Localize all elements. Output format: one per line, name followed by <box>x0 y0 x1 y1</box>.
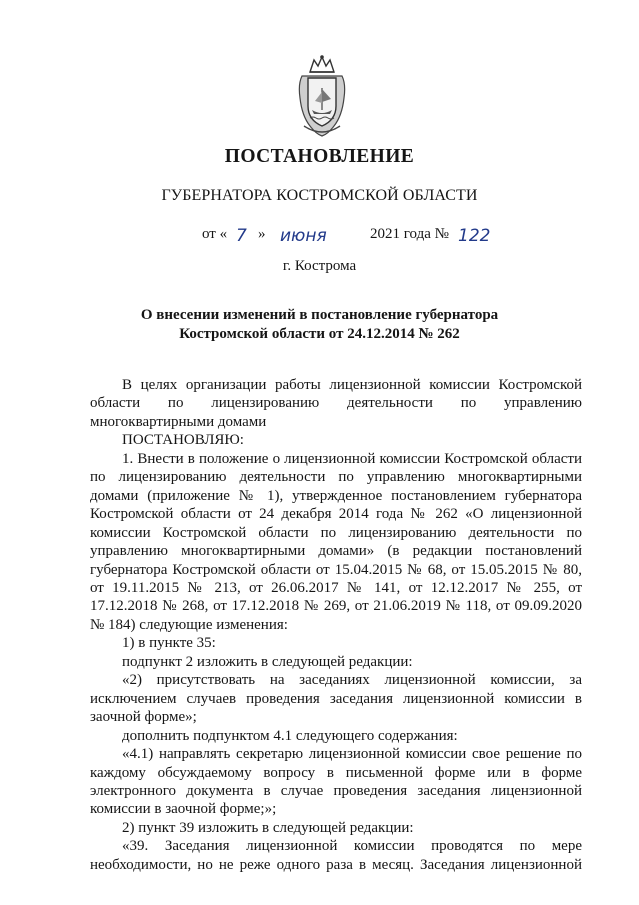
document-heading <box>0 306 639 344</box>
paragraph: подпункт 2 изложить в следующей редакции: <box>122 653 413 670</box>
city-name: г. Кострома <box>282 258 357 274</box>
paragraph: 1. Внести в положение о лицензионной комиссии Костромской области по лицензированию деятельности по управлению многоквартирными домами (приложение № 1), утвержденное постановлением губернатора Костромской области от 24 декабря 2014 года № 262 «О лицензионной комиссии Костромской области по лицензированию деятельности по управлению многоквартирными домами» (в редакции постановлений губернатора Костромской области от 15.04.2015 № 68, от 15.05.2015 № 80, от 19.11.2015 № 213, от 26.06.2017 № 141, от 12.12.2017 № 255, от 17.12.2018 № 268, от 17.12.2018 № 269, от 21.06.2019 № 118, от 09.09.2020 № 184) следующие изменения: <box>90 450 582 633</box>
document-title: ПОСТАНОВЛЕНИЕ <box>224 146 415 167</box>
heading-line-2: Костромской области от 24.12.2014 № 262 <box>179 326 460 342</box>
handwritten-number: 122 <box>458 226 491 246</box>
paragraph: 2) пункт 39 изложить в следующей редакции: <box>122 819 414 836</box>
handwritten-month: июня <box>280 226 327 246</box>
kostroma-coat-of-arms-icon <box>290 54 354 140</box>
paragraph: 1) в пункте 35: <box>122 635 216 652</box>
paragraph: дополнить подпунктом 4.1 следующего содержания: <box>122 727 458 744</box>
paragraph: «39. Заседания лицензионной комиссии проводятся по мере необходимости, но не реже одного раза в месяц. Заседания лицензионной <box>90 838 582 873</box>
paragraph: «2) присутствовать на заседаниях лицензионной комиссии, за исключением случаев проведения заседания лицензионной комиссии в заочной форме»; <box>90 672 582 726</box>
paragraph: «4.1) направлять секретарю лицензионной комиссии свое решение по каждому обсуждаемому вопросу в письменной форме или в форме электронного документа в случае проведения заседания лицензионной комиссии в заочной форме;»; <box>90 746 582 818</box>
paragraph: ПОСТАНОВЛЯЮ: <box>122 432 244 449</box>
document-body <box>90 376 582 874</box>
issuer-subtitle: ГУБЕРНАТОРА КОСТРОМСКОЙ ОБЛАСТИ <box>161 187 478 204</box>
date-prefix: от « <box>202 226 228 242</box>
heading-line-1: О внесении изменений в постановление губернатора <box>140 307 499 323</box>
date-separator: » <box>258 226 266 242</box>
date-line <box>0 222 639 246</box>
handwritten-day: 7 <box>236 226 247 246</box>
paragraph: В целях организации работы лицензионной комиссии Костромской области по лицензированию деятельности по управлению многоквартирными домами <box>90 377 582 430</box>
year-label: 2021 года № <box>370 226 449 242</box>
